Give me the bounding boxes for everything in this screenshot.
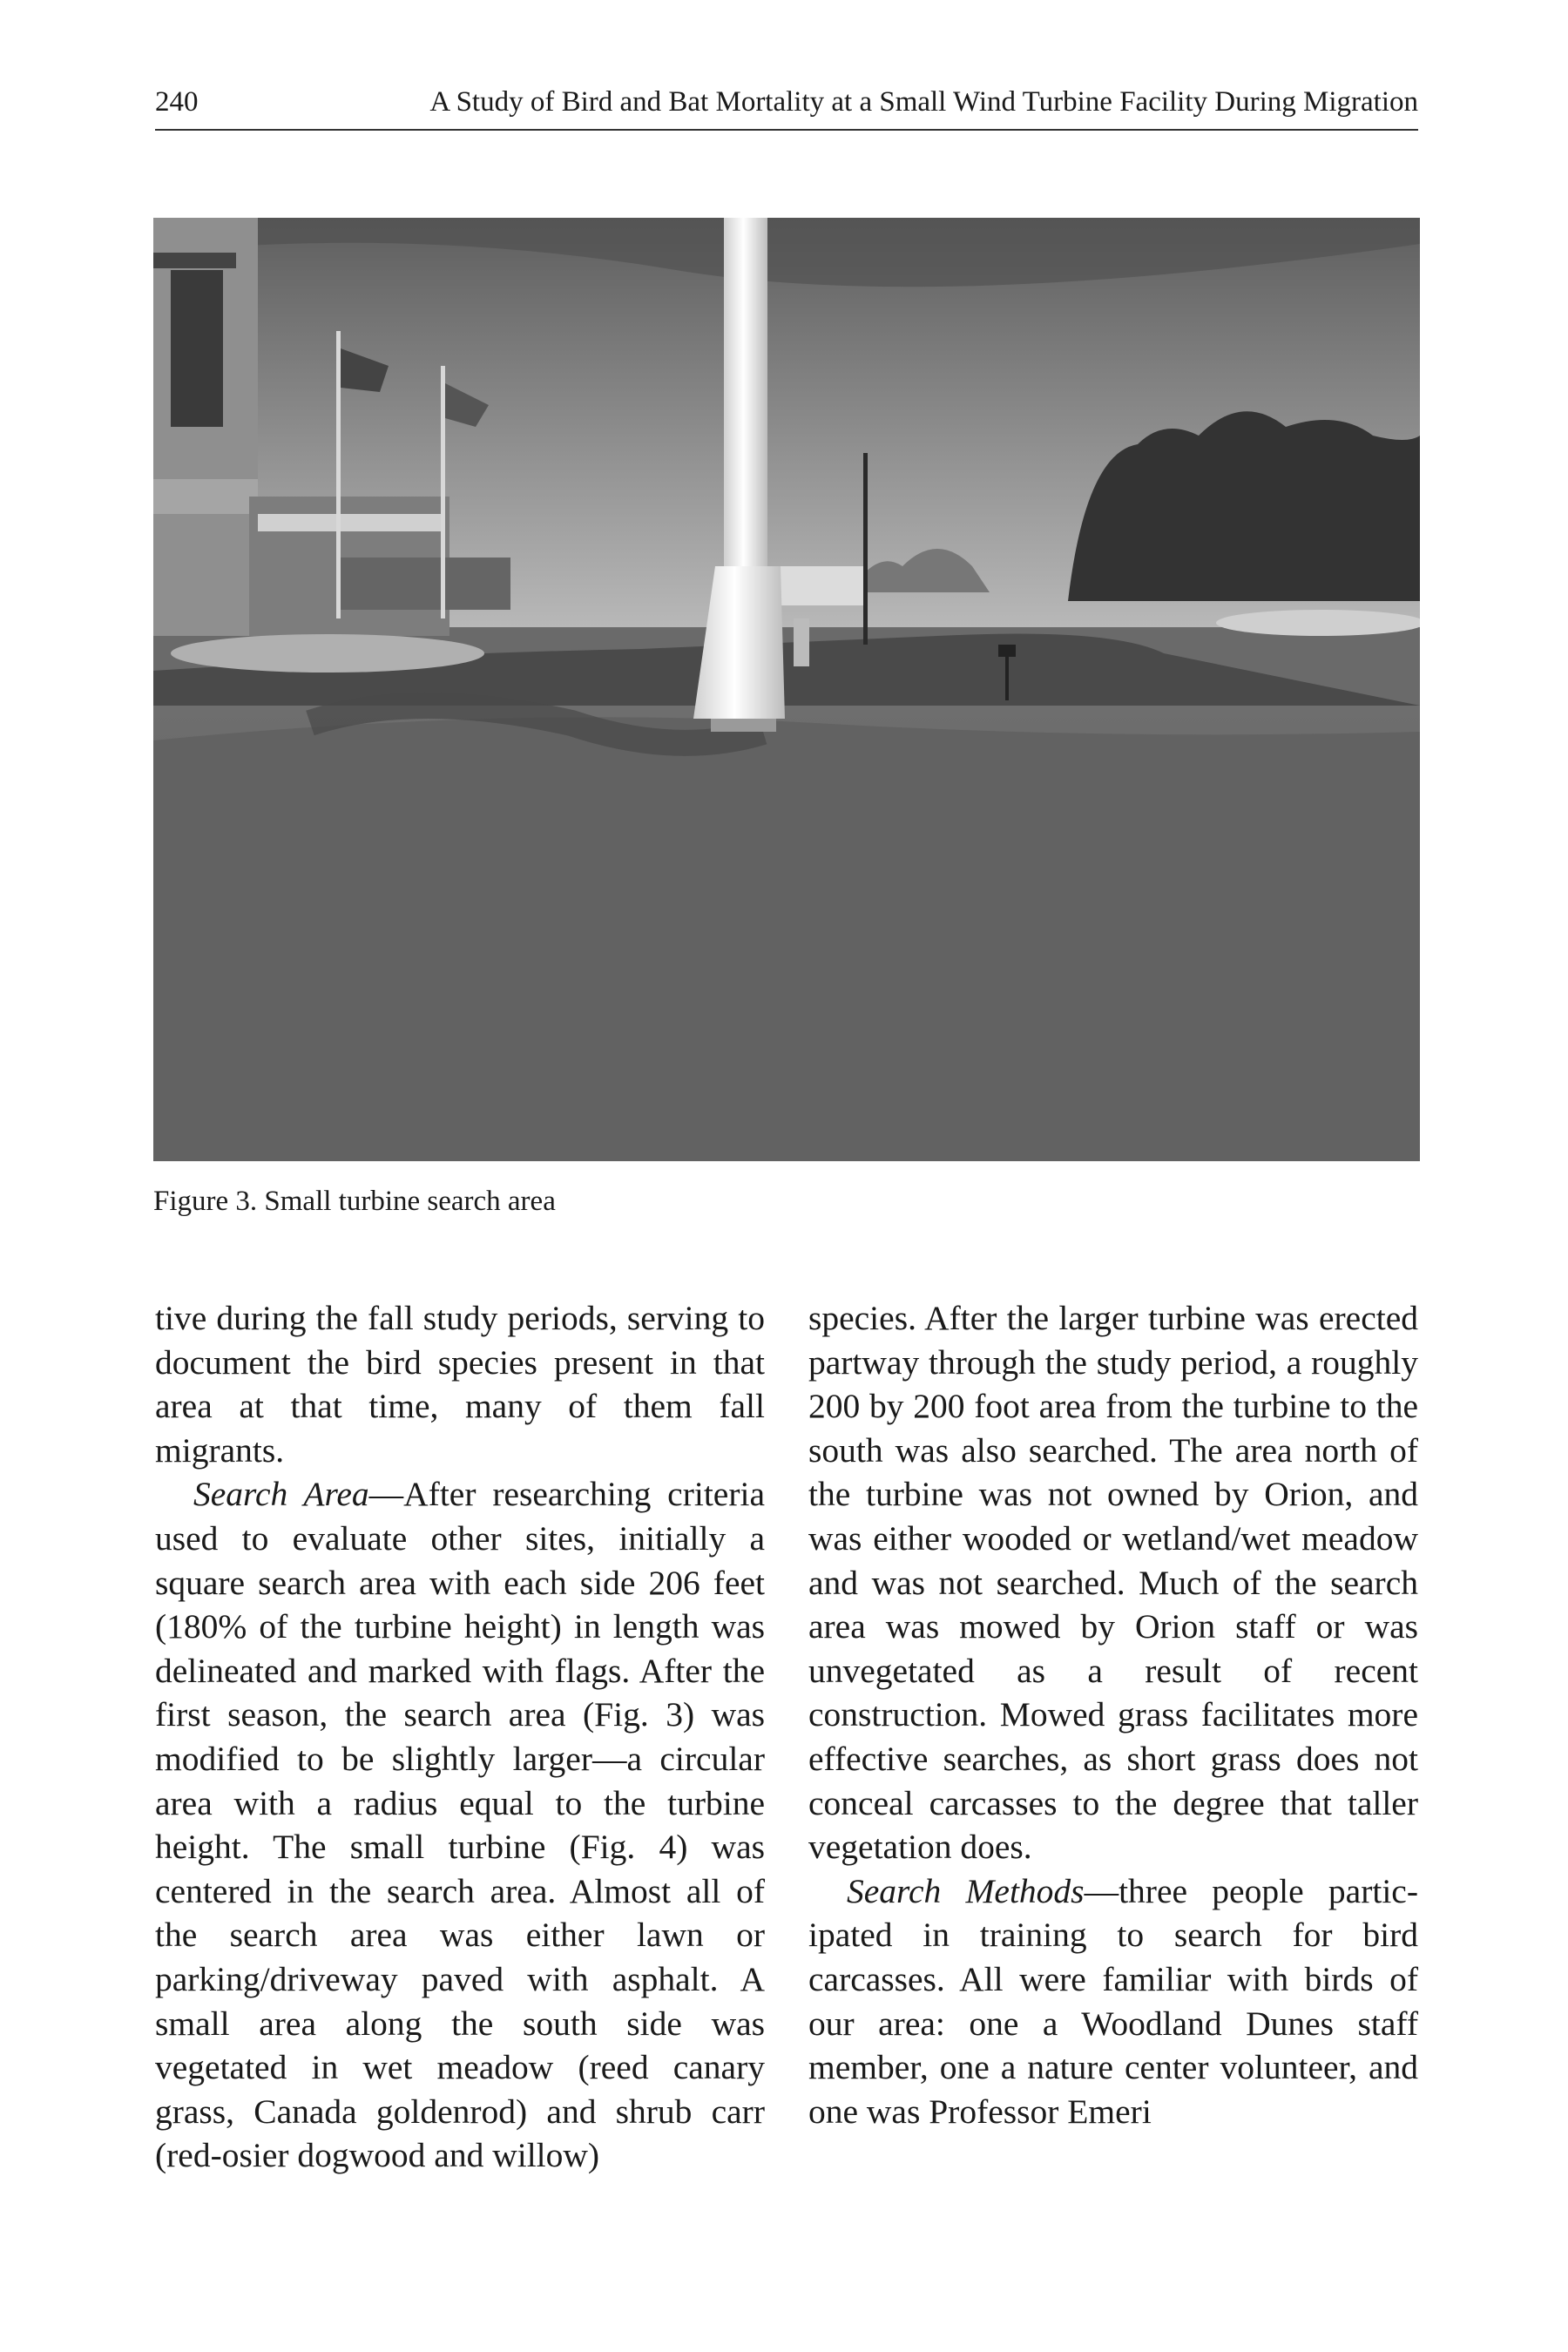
- search-methods-heading: Search Methods: [847, 1871, 1085, 1910]
- search-area-heading: Search Area: [193, 1475, 369, 1514]
- right-column: [808, 1296, 1418, 2133]
- turbine-search-area-photo: [153, 218, 1420, 1161]
- running-title: A Study of Bird and Bat Mortality at a Small Wind Turbine Facility During Migration: [429, 86, 1418, 118]
- right-paragraph-1: species. After the larger turbine was erected partway through the study period, a roughly 200 by 200 foot area from the turbine to the south was also searched. The area north of the turbine was not owned by Orion, and was either wooded or wetland/wet meadow and was not searched. Much of the search area was mowed by Orion staff or was unvegetated as a result of recent construction. Mowed grass facilitates more effective searches, as short grass does not conceal carcasses to the degree that taller vegetation does.: [808, 1299, 1418, 1867]
- figure-photo: [153, 218, 1420, 1161]
- running-header: [155, 80, 1418, 131]
- left-column: [155, 1296, 765, 2178]
- search-methods-paragraph: [808, 1869, 1418, 2134]
- page-number: 240: [155, 86, 199, 118]
- search-area-text: —After researching criteria used to evaluate other sites, initially a square search area with each side 206 feet (180% of the turbine height) in length was delineated and marked with flags. After the first season, the search area (Fig. 3) was modified to be slightly larger—a circular area with a radius equal to the turbine height. The small turbine (Fig. 4) was centered in the search area. Almost all of the search area was either lawn or parking/driveway paved with asphalt. A small area along the south side was vegetated in wet meadow (reed canary grass, Canada goldenrod) and shrub carr (red-osier dogwood and willow): [155, 1475, 766, 2175]
- figure-caption: Figure 3. Small turbine search area: [153, 1186, 556, 1217]
- search-methods-text: —three people participated in training to search for bird carcasses. All were familiar with birds of our area: one a Woodland Dunes staff member, one a nature center volunteer, and one was Professor Emeri: [808, 1871, 1418, 2131]
- left-paragraph-1: tive during the fall study periods, serving to document the bird species present in that area at that time, many of them fall migrants.: [155, 1299, 765, 1470]
- search-area-paragraph: [155, 1472, 765, 2178]
